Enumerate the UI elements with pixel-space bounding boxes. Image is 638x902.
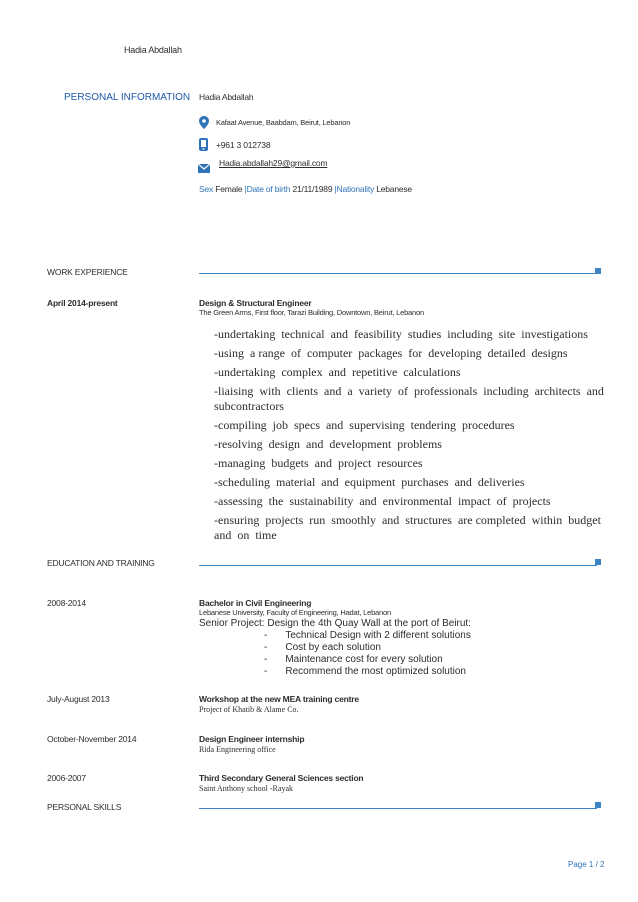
- duty-line: -resolving design and development problems: [214, 437, 442, 451]
- work-title: Design & Structural Engineer: [199, 298, 312, 308]
- education-label: EDUCATION AND TRAINING: [47, 558, 155, 568]
- education-title: Workshop at the new MEA training centre: [199, 694, 359, 704]
- duty-line: -liaising with clients and a variety of professionals including architects and: [214, 384, 604, 398]
- personal-skills-label: PERSONAL SKILLS: [47, 802, 122, 812]
- education-date: October-November 2014: [47, 734, 137, 744]
- phone-icon: [199, 138, 208, 156]
- education-org: Rida Engineering office: [199, 745, 276, 754]
- education-org: Lebanese University, Faculty of Engineering, Hadat, Lebanon: [199, 608, 391, 617]
- education-org: Project of Khatib & Alame Co.: [199, 705, 299, 714]
- section-marker: [595, 268, 601, 274]
- list-dash: -: [264, 630, 268, 641]
- location-pin-icon: [199, 116, 209, 134]
- list-dash: -: [264, 654, 268, 665]
- duty-line: -managing budgets and project resources: [214, 456, 423, 470]
- education-title: Third Secondary General Sciences section: [199, 773, 364, 783]
- list-dash: -: [264, 642, 268, 653]
- education-title: Design Engineer internship: [199, 734, 305, 744]
- section-divider-line: [199, 808, 597, 809]
- nationality-label: Nationality: [336, 184, 375, 194]
- education-org: Saint Anthony school -Rayak: [199, 784, 293, 793]
- personal-details-line: [199, 184, 412, 194]
- education-project-list: [264, 630, 471, 678]
- list-item: Recommend the most optimized solution: [285, 666, 466, 677]
- education-date: 2008-2014: [47, 598, 86, 608]
- section-divider-line: [199, 565, 597, 566]
- duty-line: -ensuring projects run smoothly and structures are completed within budget: [214, 513, 601, 527]
- address-text: Kafaat Avenue, Baabdam, Beirut, Lebanon: [216, 118, 351, 127]
- duty-line: subcontractors: [214, 399, 284, 413]
- sex-label: Sex: [199, 184, 214, 194]
- section-marker: [595, 559, 601, 565]
- phone-text: +961 3 012738: [216, 140, 271, 150]
- duty-line: -scheduling material and equipment purchases and deliveries: [214, 475, 525, 489]
- personal-name: Hadia Abdallah: [199, 92, 254, 102]
- list-item: Cost by each solution: [285, 642, 381, 653]
- list-item: Maintenance cost for every solution: [285, 654, 443, 665]
- email-link[interactable]: Hadia.abdallah29@gmail.com: [219, 158, 328, 168]
- duty-line: -undertaking technical and feasibility studies including site investigations: [214, 327, 588, 341]
- duty-line: -using a range of computer packages for developing detailed designs: [214, 346, 568, 360]
- duty-line: -undertaking complex and repetitive calculations: [214, 365, 461, 379]
- education-date: July-August 2013: [47, 694, 110, 704]
- education-title: Bachelor in Civil Engineering: [199, 598, 312, 608]
- duty-line: -assessing the sustainability and environmental impact of projects: [214, 494, 551, 508]
- sex-value: Female: [215, 184, 243, 194]
- list-item: Technical Design with 2 different solutions: [285, 630, 471, 641]
- work-experience-label: WORK EXPERIENCE: [47, 267, 128, 277]
- dob-value: 21/11/1989: [292, 184, 333, 194]
- duty-line: and on time: [214, 528, 277, 542]
- dob-label: Date of birth: [246, 184, 291, 194]
- nationality-value: Lebanese: [376, 184, 412, 194]
- personal-information-label: PERSONAL INFORMATION: [64, 92, 191, 103]
- section-marker: [595, 802, 601, 808]
- list-dash: -: [264, 666, 268, 677]
- section-divider-line: [199, 273, 597, 274]
- separator: |: [334, 184, 337, 194]
- separator: |: [244, 184, 247, 194]
- work-employer: The Green Arms, First floor, Tarazi Building, Downtown, Beirut, Lebanon: [199, 308, 424, 317]
- education-date: 2006-2007: [47, 773, 86, 783]
- work-duties-list: [214, 327, 604, 543]
- header-name: Hadia Abdallah: [124, 45, 182, 55]
- duty-line: -compiling job specs and supervising tendering procedures: [214, 418, 515, 432]
- education-project: Senior Project: Design the 4th Quay Wall at the port of Beirut:: [199, 618, 471, 629]
- envelope-icon: [198, 160, 210, 178]
- work-date: April 2014-present: [47, 298, 118, 308]
- page-number: Page 1 / 2: [568, 860, 605, 869]
